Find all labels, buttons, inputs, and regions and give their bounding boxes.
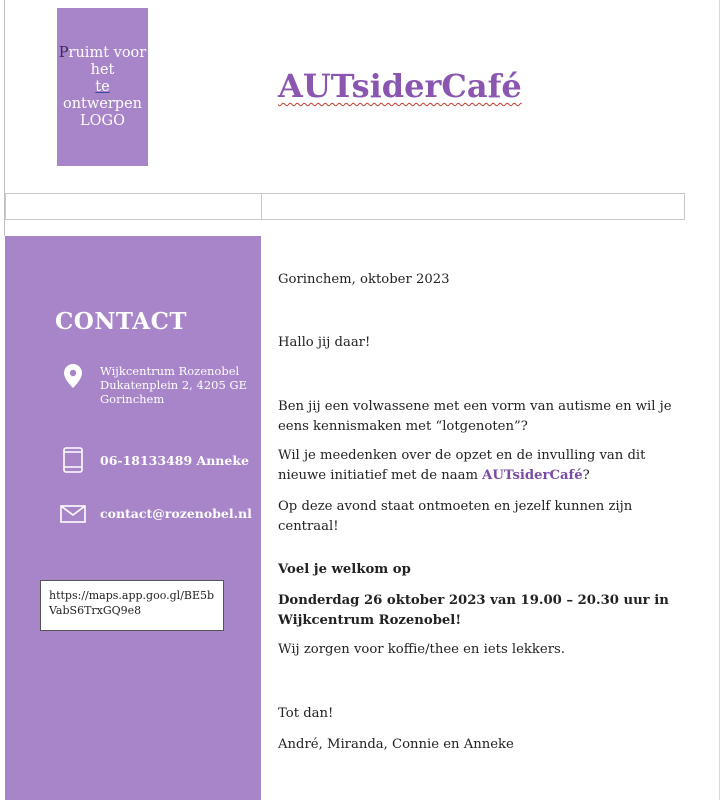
refreshments-line: Wij zorgen voor koffie/thee en iets lekkers.	[278, 642, 565, 657]
letter-greeting: Hallo jij daar!	[278, 335, 371, 350]
letter-para-3: Op deze avond staat ontmoeten en jezelf kunnen zijn centraal!	[278, 499, 633, 534]
brand-title: AUTsiderCafé	[278, 67, 522, 105]
contact-sidebar	[5, 236, 261, 800]
logo-line-4: ontwerpen	[62, 95, 143, 112]
closing-line: Tot dan!	[278, 706, 334, 721]
logo-placeholder	[57, 8, 148, 166]
logo-line-5: LOGO	[80, 112, 125, 129]
logo-line-2: het	[90, 61, 115, 78]
logo-first-char: P	[58, 44, 69, 61]
contact-heading: CONTACT	[55, 308, 187, 335]
letter-date: Gorinchem, oktober 2023	[278, 272, 450, 287]
empty-table-row	[5, 193, 685, 220]
welcome-line: Voel je welkom op	[278, 562, 411, 577]
envelope-icon	[53, 505, 93, 523]
email-text[interactable]: contact@rozenobel.nl	[100, 506, 252, 521]
event-details: Donderdag 26 oktober 2023 van 19.00 – 20.30 uur in Wijkcentrum Rozenobel!	[278, 593, 669, 628]
letter-para-2	[278, 446, 693, 486]
phone-icon	[53, 447, 93, 473]
logo-line-3: te	[95, 78, 110, 95]
phone-text[interactable]: 06-18133489 Anneke	[100, 453, 249, 468]
table-cell-divider	[261, 194, 262, 219]
para-2-text: Wil je meedenken over de opzet en de invulling van dit nieuwe initiatief met de naam	[278, 448, 646, 483]
address-row	[53, 364, 247, 406]
location-pin-icon	[53, 364, 93, 388]
address-line-1: Wijkcentrum Rozenobel	[100, 364, 240, 378]
para-2-brand: AUTsiderCafé	[482, 468, 583, 483]
signature-line: André, Miranda, Connie en Anneke	[278, 737, 514, 752]
logo-line-1-rest: ruimt voor	[68, 44, 147, 61]
address-text	[100, 364, 247, 406]
letter-para-1: Ben jij een volwassene met een vorm van autisme en wil je eens kennismaken met “lotgenoten”?	[278, 399, 672, 434]
address-line-2: Dukatenplein 2, 4205 GE	[100, 378, 248, 392]
maps-link-box[interactable]: https://maps.app.goo.gl/BE5bVabS6TrxGQ9e8	[40, 580, 224, 631]
logo-line-1	[59, 45, 146, 62]
email-row	[53, 505, 252, 523]
para-2-end: ?	[582, 468, 590, 483]
address-line-3: Gorinchem	[100, 392, 165, 406]
phone-row	[53, 447, 249, 473]
